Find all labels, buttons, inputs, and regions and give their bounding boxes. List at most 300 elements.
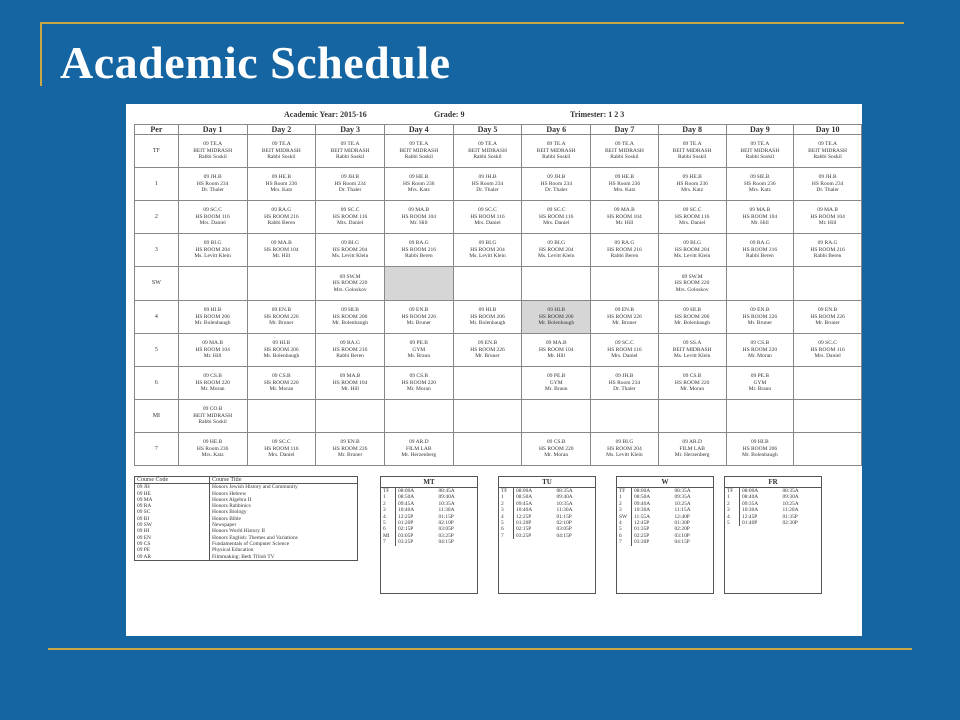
course-code: 09 HE.B: [203, 439, 223, 446]
column-header-day: Day 1: [178, 125, 247, 135]
course-room: HS ROOM 226: [607, 313, 642, 320]
trimester: Trimester: 1 2 3: [570, 110, 625, 119]
course-code: 09 HI.B: [203, 307, 222, 314]
bell-schedule-mt: [380, 476, 478, 594]
course-code: 09 BI.G: [203, 240, 222, 247]
schedule-cell: [794, 267, 862, 301]
bell-schedule-fr: [724, 476, 822, 594]
schedule-cell: [726, 135, 794, 168]
course-teacher: Rabbi Beren: [746, 253, 774, 260]
course-teacher: Mrs. Katz: [407, 187, 430, 194]
course-code: 09 RA.G: [614, 240, 635, 247]
schedule-cell: [522, 168, 591, 201]
course-room: HS ROOM 104: [607, 213, 642, 220]
course-code: 09 TE.A: [818, 141, 838, 148]
legend-title: Honors English: Themes and Variations: [212, 534, 298, 541]
schedule-cell: [453, 367, 522, 400]
course-teacher: Dr. Thaler: [201, 187, 224, 194]
course-teacher: Mr. Braun: [748, 386, 772, 393]
course-code: 09 MA.B: [339, 373, 361, 380]
course-teacher: Mr. Moran: [269, 386, 294, 393]
course-code: 09 CS.B: [272, 373, 291, 380]
schedule-cell: [384, 168, 453, 201]
course-teacher: Rabbi Beren: [813, 253, 842, 260]
course-code: 09 JH.B: [341, 174, 360, 181]
bell-period: 6: [381, 526, 396, 532]
bell-start: 10:30A: [742, 507, 759, 514]
bell-period: MI: [381, 533, 396, 539]
course-teacher: Mr. Braun: [407, 353, 431, 360]
column-header-day: Day 2: [247, 125, 316, 135]
bell-start: 03:25P: [398, 539, 414, 546]
course-code: 09 SC.C: [272, 439, 291, 446]
legend-code: 09 HI: [135, 528, 210, 534]
schedule-cell: [658, 400, 726, 433]
course-room: HS ROOM 220: [674, 280, 710, 287]
schedule-cell: [658, 168, 726, 201]
course-room: GYM: [753, 379, 767, 386]
course-teacher: Mr. Hill: [203, 353, 222, 360]
bell-period: TF: [381, 488, 396, 494]
course-teacher: Mrs. Daniel: [199, 220, 226, 227]
course-teacher: Dr. Thaler: [476, 187, 499, 194]
bell-start: 03:30P: [634, 539, 650, 546]
schedule-cell: [178, 367, 247, 400]
schedule-cell: [384, 400, 453, 433]
course-teacher: Rabbi Beren: [267, 220, 296, 227]
course-teacher: Ms. Levitt Klein: [194, 253, 231, 260]
course-room: HS ROOM 226: [470, 346, 505, 353]
course-code: 09 TE.A: [682, 141, 702, 148]
bell-period: 2: [725, 501, 740, 507]
course-room: HS Room 234: [608, 379, 641, 386]
course-code: 09 HI.B: [751, 439, 769, 446]
legend-code: 09 PE: [135, 547, 210, 553]
bell-start: 02:15P: [398, 526, 414, 533]
course-code: 09 JH.B: [818, 174, 837, 181]
legend-title: Filmmaking: Beth Tfiloh TV: [212, 553, 275, 560]
course-teacher: Mrs. Goloskov: [333, 286, 367, 293]
course-teacher: Mrs. Daniel: [336, 220, 364, 227]
schedule-cell: [247, 135, 316, 168]
schedule-cell: [794, 301, 862, 334]
bell-end: 03:25P: [438, 532, 454, 539]
bell-period: 2: [499, 501, 514, 507]
bell-period: 4: [617, 520, 632, 526]
course-code: 09 PE.B: [547, 373, 566, 380]
legend-row: [135, 554, 358, 561]
schedule-cell: [591, 400, 659, 433]
bell-start: 12:25P: [516, 513, 532, 520]
course-room: HS ROOM 216: [401, 246, 437, 253]
schedule-cell: [522, 433, 591, 466]
course-room: HS ROOM 216: [742, 246, 778, 253]
bell-end: 09:40A: [438, 494, 455, 501]
schedule-cell: [522, 201, 591, 234]
legend-row: [135, 484, 358, 491]
course-code: 09 PE.B: [409, 340, 428, 347]
course-teacher: Mrs. Katz: [748, 187, 771, 194]
course-code: 09 BI.G: [341, 240, 359, 247]
bell-row: [381, 539, 477, 545]
schedule-row: [135, 367, 862, 400]
grade: Grade: 9: [434, 110, 465, 119]
schedule-cell: [794, 367, 862, 400]
course-code: 09 TE.A: [409, 141, 429, 148]
course-teacher: Rabbi Soskil: [610, 154, 639, 161]
schedule-cell: [453, 433, 522, 466]
course-code: 09 HE.B: [409, 174, 429, 181]
course-code: 09 BI.G: [615, 439, 634, 446]
schedule-cell: [794, 433, 862, 466]
schedule-cell: [384, 433, 453, 466]
course-code: 09 TE.A: [750, 141, 770, 148]
course-code: 09 SC.C: [546, 207, 566, 214]
course-code: 09 BI.G: [683, 240, 702, 247]
schedule-cell: [453, 267, 522, 301]
bell-start: 02:25P: [634, 532, 650, 539]
schedule-document: [126, 104, 862, 636]
bell-end: 02:20P: [674, 526, 690, 533]
course-room: HS ROOM 220: [332, 280, 368, 287]
bell-period: 1: [725, 494, 740, 500]
column-header-day: Day 6: [522, 125, 591, 135]
course-code: 09 MA.B: [749, 207, 771, 214]
bell-row: [499, 533, 595, 539]
course-code: 09 EN.B: [271, 307, 291, 314]
course-code: 09 HI.B: [341, 307, 359, 314]
schedule-row: [135, 400, 862, 433]
bell-period: 1: [499, 494, 514, 500]
course-room: HS Room 236: [196, 445, 229, 452]
column-header-day: Day 9: [726, 125, 794, 135]
course-code: 09 MA.B: [545, 340, 567, 347]
course-room: HS ROOM 206: [332, 313, 368, 320]
course-teacher: Rabbi Soskil: [404, 154, 433, 161]
course-teacher: Rabbi Beren: [404, 253, 433, 260]
schedule-cell: [316, 367, 385, 400]
bell-end: 08:45A: [438, 488, 455, 494]
bell-period: 7: [499, 533, 514, 539]
course-teacher: Mrs. Katz: [681, 187, 704, 194]
course-code: 09 JH.B: [203, 174, 222, 181]
bell-start: 10:40A: [398, 507, 415, 514]
course-room: HS ROOM 104: [401, 213, 437, 220]
bell-period: 6: [499, 526, 514, 532]
course-teacher: Mr. Moran: [680, 386, 705, 393]
course-teacher: Rabbi Soskil: [335, 154, 365, 161]
course-room: HS ROOM 206: [742, 445, 778, 452]
course-code: 09 CS.B: [682, 373, 702, 380]
schedule-row: [135, 135, 862, 168]
period-label: TF: [135, 135, 179, 168]
bell-end: 01:15P: [438, 513, 454, 520]
course-room: BEIT MIDRASH: [193, 412, 233, 419]
period-label: MI: [135, 400, 179, 433]
course-code: 09 HI.B: [478, 307, 497, 314]
course-room: HS ROOM 204: [470, 246, 505, 253]
bell-start: 09:35A: [742, 500, 759, 507]
bell-schedule-title: TU: [499, 477, 595, 488]
course-teacher: Mr. Hill: [409, 220, 428, 227]
bell-end: 02:10P: [438, 520, 454, 527]
legend-code-header: Course Code: [135, 477, 210, 484]
course-code: 09 HI.B: [272, 340, 291, 347]
course-code: 09 SC.C: [340, 207, 360, 214]
legend-title: Newspaper: [212, 522, 237, 529]
schedule-cell: [591, 367, 659, 400]
bell-end: 09:35A: [674, 494, 691, 501]
course-teacher: Mr. Bruner: [269, 320, 294, 327]
bell-start: 03:05P: [398, 532, 414, 539]
course-room: HS ROOM 220: [674, 379, 710, 386]
bell-period: 4: [725, 514, 740, 520]
schedule-cell: [726, 201, 794, 234]
course-teacher: Ms. Levitt Klein: [673, 353, 711, 360]
bell-start: 09:40A: [634, 500, 651, 507]
course-teacher: Mr. Hill: [341, 386, 359, 393]
bell-period: TF: [725, 488, 740, 494]
course-code: 09 RA.G: [817, 240, 838, 247]
schedule-cell: [316, 400, 385, 433]
course-teacher: Mr. Bruner: [815, 320, 840, 327]
bell-schedule-tu: [498, 476, 596, 594]
course-code: 09 MA.B: [202, 340, 224, 347]
course-code: 09 RA.G: [408, 240, 429, 247]
bell-start: 12:25P: [398, 513, 414, 520]
legend-title: Honors Hebrew: [212, 490, 247, 497]
schedule-cell: [453, 400, 522, 433]
course-teacher: Rabbi Soskil: [473, 154, 502, 161]
course-teacher: Mr. Herzenberg: [674, 452, 710, 459]
schedule-cell: [658, 267, 726, 301]
course-room: HS ROOM 226: [742, 313, 778, 320]
course-room: HS ROOM 204: [538, 246, 574, 253]
course-teacher: Mrs. Daniel: [474, 220, 501, 227]
course-room: BEIT MIDRASH: [330, 147, 370, 154]
course-teacher: Rabbi Soskil: [813, 154, 842, 161]
course-code: 09 TE.A: [340, 141, 360, 148]
course-room: HS ROOM 206: [470, 313, 505, 320]
course-code: 09 JH.B: [547, 174, 566, 181]
course-code: 09 EN.B: [477, 340, 498, 347]
course-teacher: Mrs. Daniel: [268, 452, 295, 459]
bell-period: 7: [617, 539, 632, 545]
course-code: 09 RA.G: [340, 340, 361, 347]
course-room: HS ROOM 116: [539, 213, 574, 220]
legend-code: 09 JH: [135, 484, 210, 491]
course-code: 09 MA.B: [614, 207, 635, 214]
course-code: 09 SC.C: [818, 340, 837, 347]
course-code: 09 EN.B: [750, 307, 770, 314]
bell-start: 01:40P: [742, 520, 758, 527]
course-code: 09 HI.B: [547, 307, 566, 314]
schedule-cell: [178, 334, 247, 367]
schedule-row: [135, 201, 862, 234]
course-room: GYM: [412, 346, 426, 353]
bell-period: 3: [499, 507, 514, 513]
schedule-cell: [316, 201, 385, 234]
schedule-cell: [658, 367, 726, 400]
legend-code: 09 RA: [135, 503, 210, 509]
schedule-cell: [591, 301, 659, 334]
course-code: 09 TE.A: [271, 141, 291, 148]
course-room: HS Room 236: [676, 180, 708, 187]
course-room: HS ROOM 220: [538, 445, 574, 452]
course-code: 09 MA.B: [408, 207, 430, 214]
course-legend: [134, 476, 358, 561]
course-room: BEIT MIDRASH: [672, 147, 712, 154]
bell-period: 4: [499, 514, 514, 520]
schedule-cell: [316, 267, 385, 301]
bell-start: 12:45P: [634, 520, 650, 527]
course-code: 09 SW.M: [681, 273, 703, 280]
schedule-cell: [726, 234, 794, 267]
period-label: SW: [135, 267, 179, 301]
schedule-cell: [658, 135, 726, 168]
schedule-cell: [453, 301, 522, 334]
legend-code: 09 EN: [135, 535, 210, 541]
schedule-row: [135, 234, 862, 267]
schedule-cell: [591, 201, 659, 234]
legend-code: 09 SC: [135, 509, 210, 515]
schedule-cell: [522, 367, 591, 400]
course-teacher: Rabbi Soskil: [542, 154, 571, 161]
course-teacher: Ms. Levitt Klein: [673, 253, 711, 260]
course-room: HS Room 236: [265, 180, 298, 187]
course-teacher: Mr. Hill: [751, 220, 769, 227]
schedule-cell: [178, 168, 247, 201]
schedule-row: [135, 168, 862, 201]
course-teacher: Mr. Herzenberg: [401, 452, 437, 459]
bell-start: 01:20P: [516, 520, 532, 527]
legend-title: Honors World History II: [212, 528, 265, 535]
course-room: FILM LAB: [679, 445, 705, 452]
course-room: HS ROOM 220: [401, 379, 437, 386]
bell-end: 11:20A: [782, 507, 799, 514]
bell-period: 1: [617, 494, 632, 500]
schedule-cell: [384, 301, 453, 334]
bell-row: [617, 539, 713, 545]
bell-end: 09:30A: [782, 494, 799, 501]
schedule-row: [135, 433, 862, 466]
course-room: HS ROOM 206: [195, 313, 230, 320]
course-room: HS Room 234: [196, 180, 229, 187]
course-room: HS Room 236: [608, 180, 641, 187]
schedule-cell: [522, 334, 591, 367]
legend-title: Physical Education: [212, 547, 254, 554]
bell-end: 09:40A: [556, 494, 573, 501]
schedule-row: [135, 301, 862, 334]
legend-title-header: Course Title: [210, 477, 358, 484]
course-code: 09 SC.C: [682, 207, 702, 214]
course-teacher: Mr. Bruner: [612, 320, 637, 327]
schedule-cell: [522, 400, 591, 433]
course-room: HS Room 234: [334, 180, 366, 187]
course-teacher: Mr. Bruner: [406, 320, 432, 327]
bell-end: 10:25A: [782, 500, 799, 507]
schedule-header-row: [135, 125, 862, 135]
course-teacher: Mr. Braun: [544, 386, 568, 393]
bell-schedule-title: W: [617, 477, 713, 488]
schedule-cell: [726, 168, 794, 201]
course-teacher: Mrs. Katz: [270, 187, 293, 194]
legend-title: Honors Rabbinics: [212, 503, 251, 510]
course-room: HS ROOM 116: [470, 213, 505, 220]
bell-period: 5: [617, 526, 632, 532]
schedule-cell: [591, 135, 659, 168]
schedule-cell: [453, 201, 522, 234]
course-teacher: Mrs. Daniel: [543, 220, 570, 227]
schedule-cell: [522, 301, 591, 334]
bell-end: 03:05P: [556, 526, 572, 533]
course-code: 09 TE.A: [546, 141, 566, 148]
bell-end: 02:30P: [782, 520, 798, 527]
schedule-cell: [384, 135, 453, 168]
bell-end: 11:15A: [674, 507, 691, 514]
period-label: 5: [135, 334, 179, 367]
legend-title: Honors Bible: [212, 515, 241, 522]
course-teacher: Rabbi Soskil: [745, 154, 775, 161]
schedule-cell: [726, 267, 794, 301]
schedule-cell: [591, 234, 659, 267]
course-room: HS ROOM 104: [538, 346, 574, 353]
course-teacher: Mr. Hill: [615, 220, 634, 227]
course-code: 09 JH.B: [478, 174, 497, 181]
schedule-cell: [591, 433, 659, 466]
bell-start: 08:40A: [742, 494, 759, 501]
course-code: 09 RA.G: [749, 240, 770, 247]
course-code: 09 EN.B: [340, 439, 360, 446]
course-room: FILM LAB: [406, 445, 432, 452]
bell-period: 3: [381, 507, 396, 513]
bell-end: 12:40P: [674, 513, 690, 520]
course-code: 09 AR.D: [682, 439, 702, 446]
schedule-cell: [591, 267, 659, 301]
schedule-cell: [247, 234, 316, 267]
course-room: HS ROOM 104: [264, 246, 299, 253]
bell-period: 5: [725, 520, 740, 526]
course-code: 09 EN.B: [409, 307, 429, 314]
bell-end: 10:35A: [438, 500, 455, 507]
course-teacher: Rabbi Soskil: [267, 154, 296, 161]
bell-end: 08:35A: [556, 488, 573, 494]
bell-period: 3: [725, 507, 740, 513]
bell-start: 09:45A: [398, 500, 415, 507]
course-teacher: Ms. Levitt Klein: [606, 452, 643, 459]
course-teacher: Mrs. Daniel: [679, 220, 706, 227]
course-teacher: Mr. Moran: [200, 386, 225, 393]
legend-code: 09 BI: [135, 516, 210, 522]
bell-start: 08:00A: [516, 488, 533, 494]
schedule-cell: [726, 301, 794, 334]
schedule-cell: [522, 135, 591, 168]
course-teacher: Mr. Hill: [818, 220, 837, 227]
course-teacher: Dr. Thaler: [544, 187, 568, 194]
schedule-cell: [794, 135, 862, 168]
academic-year: Academic Year: 2015-16: [284, 110, 367, 119]
bell-end: 01:15P: [556, 513, 572, 520]
top-divider: [40, 22, 904, 24]
legend-code: 09 HE: [135, 491, 210, 497]
course-room: HS ROOM 116: [332, 213, 368, 220]
course-room: HS Room 234: [540, 180, 572, 187]
bell-end: 04:15P: [556, 532, 572, 539]
column-header-day: Day 10: [794, 125, 862, 135]
course-teacher: Mr. Hill: [547, 353, 566, 360]
bell-period: TF: [617, 488, 632, 494]
schedule-cell: [316, 234, 385, 267]
